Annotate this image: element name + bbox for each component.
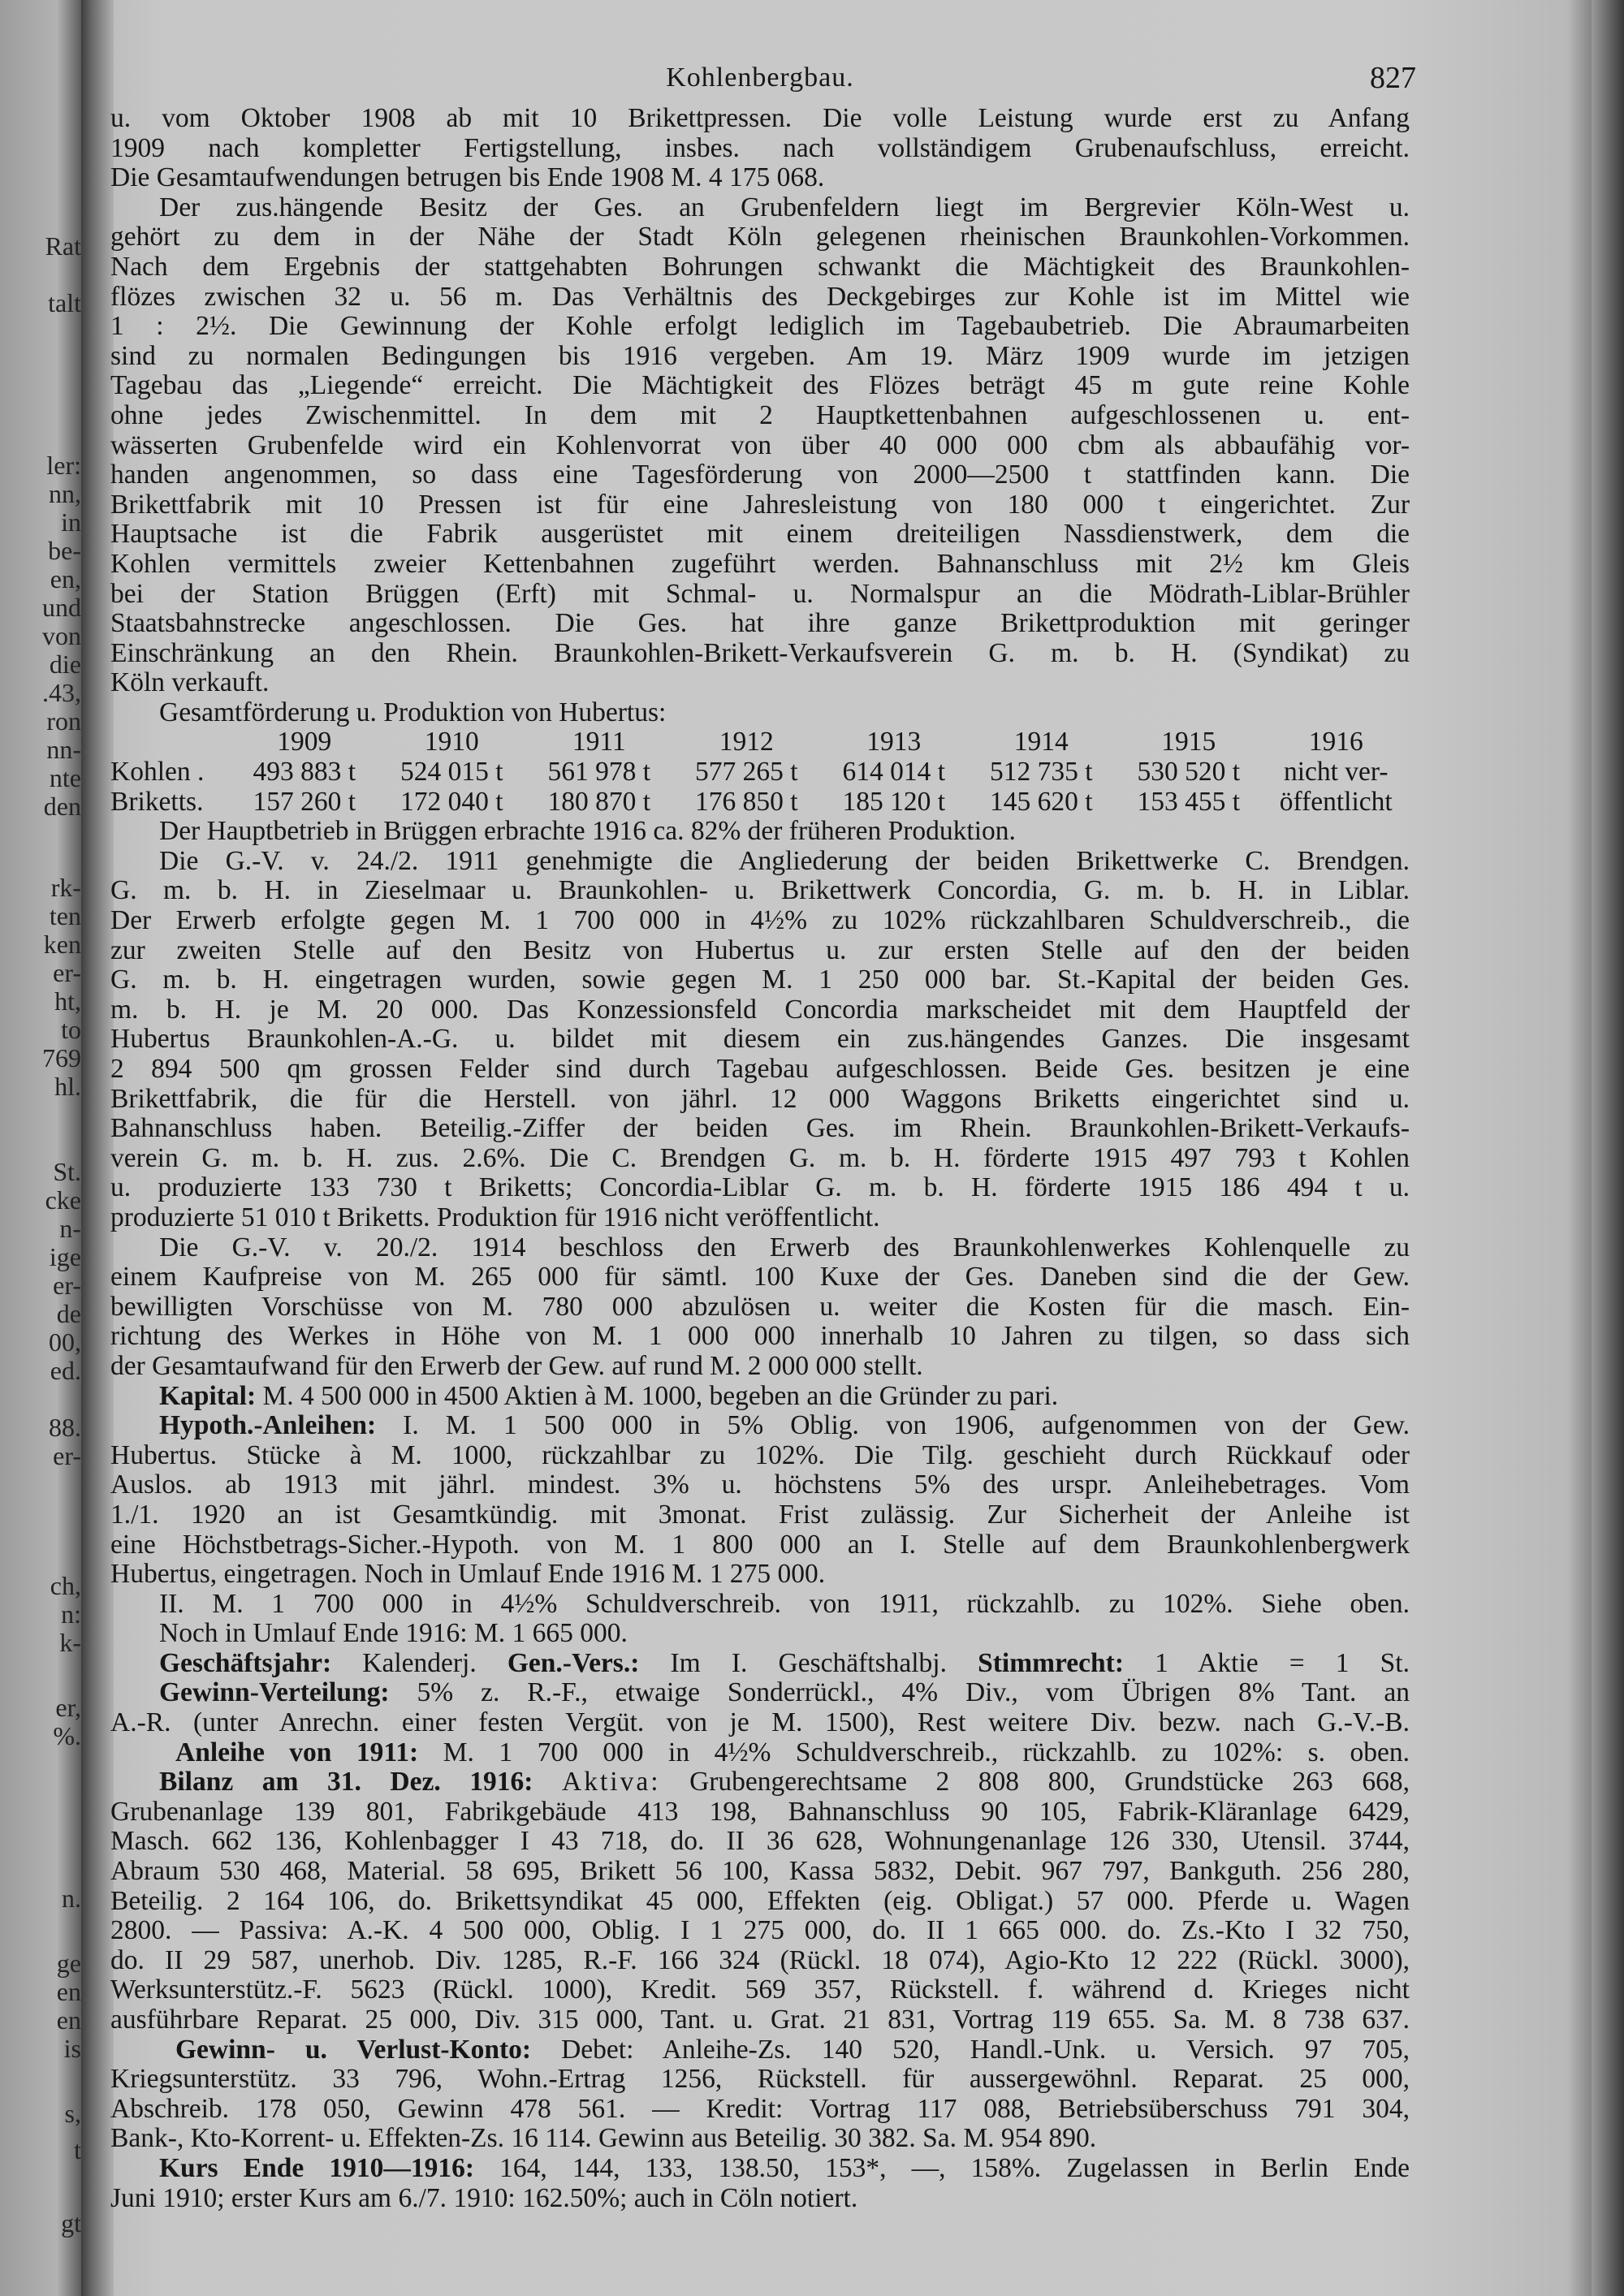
neighbour-page-fragment: er-: [53, 1271, 81, 1300]
aktiva-label: Aktiva:: [562, 1767, 661, 1798]
section-label: Geschäftsjahr:: [159, 1647, 332, 1678]
text-line: Auslos. ab 1913 mit jährl. mindest. 3% u. höchstens 5% des urspr. Anleihebetrages. Vom: [110, 1470, 1410, 1500]
text-line: G. m. b. H. eingetragen wurden, sowie gegen M. 1 250 000 bar. St.-Kapital der beiden Ges.: [110, 965, 1410, 995]
text-line: ausführbare Reparat. 25 000, Div. 315 000, Tant. u. Grat. 21 831, Vortrag 119 655. Sa. M. 8 738 637.: [110, 2005, 1410, 2035]
text-line: zur zweiten Stelle auf den Besitz von Hubertus u. zur ersten Stelle auf den der beiden: [110, 934, 1410, 965]
section-label: Gewinn-Verteilung:: [159, 1677, 390, 1708]
table-cell: 614 014 t: [842, 757, 946, 788]
neighbour-page-fragment: ge: [56, 1949, 81, 1978]
section-label: Bilanz am 31. Dez. 1916:: [159, 1767, 533, 1798]
section-text: M. 1 700 000 in 4½% Schuldverschreib., rückzahlb. zu 102%: s. oben.: [443, 1737, 1410, 1767]
neighbour-page-fragment: n-: [59, 1214, 81, 1243]
table-cell: 561 978 t: [547, 757, 651, 788]
text-line: flözes zwischen 32 u. 56 m. Das Verhältnis des Deckgebirges zur Kohle ist im Mittel wie: [110, 281, 1410, 312]
text-line: Die Gesamtaufwendungen betrugen bis Ende 1908 M. 4 175 068.: [110, 162, 825, 193]
text-line: Einschränkung an den Rhein. Braunkohlen-Brikett-Verkaufsverein G. m. b. H. (Syndikat) zu: [110, 637, 1410, 668]
text-line: [110, 1411, 1410, 1441]
year-header: 1914: [1013, 727, 1069, 757]
neighbour-page-fragment: s,: [64, 2099, 81, 2128]
production-table: [110, 727, 1410, 817]
neighbour-page-fragment: ler:: [46, 451, 81, 480]
text-line: eine Höchstbetrags-Sicher.-Hypoth. von M. 1 800 000 an I. Stelle auf dem Braunkohlenbergwerk: [110, 1529, 1410, 1560]
neighbour-page-fragment: 00,: [49, 1327, 81, 1357]
table-cell: 153 455 t: [1137, 786, 1241, 817]
year-header: 1912: [719, 727, 774, 757]
text-line: der Gesamtaufwand für den Erwerb der Gew. auf rund M. 2 000 000 stellt.: [110, 1350, 923, 1381]
neighbour-page-fragment: talt: [48, 288, 81, 317]
section-kurs: [110, 2154, 1410, 2213]
section-label: Hypoth.-Anleihen:: [159, 1410, 377, 1441]
text-line: einem Kaufpreise von M. 265 000 für sämtl. 100 Kuxe der Ges. Daneben sind die der Gew.: [110, 1262, 1410, 1293]
neighbour-page-fragment: 88.: [49, 1413, 81, 1442]
table-cell: 185 120 t: [842, 786, 946, 817]
text-line: 1./1. 1920 an ist Gesamtkündig. mit 3monat. Frist zulässig. Zur Sicherheit der Anleihe ist: [110, 1499, 1410, 1530]
text-line: bewilligten Vorschüsse von M. 780 000 abzulösen u. weiter die Kosten für die masch. Ein-: [110, 1291, 1410, 1322]
neighbour-page-fragment: nn-: [46, 735, 81, 764]
table-cell: 493 883 t: [253, 757, 356, 788]
text-line: ohne jedes Zwischenmittel. In dem mit 2 Hauptkettenbahnen aufgeschlossenen u. ent-: [110, 399, 1410, 430]
table-cell: 157 260 t: [253, 786, 356, 817]
kapital-line: [110, 1382, 1410, 1412]
neighbour-page-fragment: in: [61, 507, 81, 537]
row-label: Briketts.: [110, 786, 204, 817]
text-line: Hauptsache ist die Fabrik ausgerüstet mit einem dreiteiligen Nassdienstwerk, dem die: [110, 519, 1410, 550]
text-line: u. produzierte 133 730 t Briketts; Concordia-Liblar G. m. b. H. förderte 1915 186 494 t u.: [110, 1172, 1410, 1203]
section-label: Stimmrecht:: [978, 1647, 1124, 1678]
paragraph-hubertus-opening: [110, 104, 1410, 193]
neighbour-page-fragment: ken: [43, 930, 81, 959]
neighbour-page-fragment: cke: [45, 1185, 81, 1215]
text-line: Bank-, Kto-Korrent- u. Effekten-Zs. 16 114. Gewinn aus Beteilig. 30 382. Sa. M. 954 890.: [110, 2123, 1097, 2154]
neighbour-page-fragment: er-: [53, 958, 81, 987]
neighbour-page-fragment: to: [61, 1015, 81, 1044]
text-line: bei der Station Brüggen (Erft) mit Schmal- u. Normalspur an die Mödrath-Liblar-Brühler: [110, 578, 1410, 609]
table-cell: 512 735 t: [989, 757, 1093, 788]
text-line: Köln verkauft.: [110, 667, 270, 698]
section-bilanz: [110, 1767, 1410, 2035]
section-text: 164, 144, 133, 138.50, 153*, —, 158%. Zugelassen in Berlin Ende: [499, 2152, 1410, 2183]
section-text: Kalenderj.: [362, 1647, 477, 1678]
text-line: Kohlen vermittels zweier Kettenbahnen zugeführt werden. Bahnanschluss mit 2½ km Gleis: [110, 548, 1410, 579]
table-cell: 530 520 t: [1137, 757, 1241, 788]
table-cell: nicht ver-: [1283, 757, 1389, 788]
text-line: Hubertus. Stücke à M. 1000, rückzahlbar zu 102%. Die Tilg. geschieht durch Rückkauf oder: [110, 1439, 1410, 1470]
year-header: 1913: [866, 727, 922, 757]
neighbour-page-fragment: und: [42, 593, 81, 622]
neighbour-page-fragment: er,: [55, 1693, 81, 1722]
text-line: [110, 1767, 1410, 1798]
section-text: Grubengerechtsame 2 808 800, Grundstücke 263 668,: [689, 1767, 1410, 1798]
running-head: Kohlenbergbau.: [666, 63, 854, 93]
text-line: 1909 nach kompletter Fertigstellung, insbes. nach vollständigem Grubenaufschluss, erreicht.: [110, 132, 1410, 163]
neighbour-page-fragment: be-: [48, 536, 81, 565]
text-line: Abschreib. 178 050, Gewinn 478 561. — Kredit: Vortrag 117 088, Betriebsüberschuss 791 304,: [110, 2093, 1410, 2124]
table-cell: 172 040 t: [400, 786, 503, 817]
text-line: Masch. 662 136, Kohlenbagger I 43 718, do. II 36 628, Wohnungenanlage 126 330, Utensil. 3744,: [110, 1826, 1410, 1857]
neighbour-page-fragment: hl.: [54, 1072, 81, 1101]
year-header: 1909: [277, 727, 332, 757]
neighbour-page-fragment: nte: [49, 763, 81, 792]
section-text: Debet: Anleihe-Zs. 140 520, Handl.-Unk. u. Versich. 97 705,: [561, 2034, 1410, 2065]
neighbour-page-fragment: nn,: [49, 479, 81, 508]
paragraph-kohlenquelle: [110, 1233, 1410, 1382]
text-line: produzierte 51 010 t Briketts. Produktion für 1916 nicht veröffentlicht.: [110, 1202, 880, 1232]
neighbour-page-fragment: t: [74, 2135, 81, 2164]
text-line: m. b. H. je M. 20 000. Das Konzessionsfeld Concordia markscheidet mit dem Hauptfeld der: [110, 994, 1410, 1025]
neighbour-page-fragment: gt: [61, 2208, 81, 2238]
text-line: gehört zu dem in der Nähe der Stadt Köln gelegenen rheinischen Braunkohlen-Vorkommen.: [110, 222, 1410, 252]
text-line: Juni 1910; erster Kurs am 6./7. 1910: 162.50%; auch in Cöln notiert.: [110, 2182, 858, 2213]
section-text: M. 4 500 000 in 4500 Aktien à M. 1000, begeben an die Gründer zu pari.: [262, 1380, 1059, 1411]
section-text: 5% z. R.-F., etwaige Sonderrückl., 4% Div., vom Übrigen 8% Tant. an: [417, 1677, 1410, 1708]
neighbour-page-fragment: ht,: [54, 986, 81, 1016]
section-text: Im I. Geschäftshalbj.: [670, 1647, 947, 1678]
section-label: Kapital:: [159, 1380, 257, 1411]
anleihe-1911-line: [110, 1738, 1410, 1768]
neighbour-page-fragment: %.: [53, 1721, 81, 1750]
text-line: [110, 2035, 1410, 2065]
neighbour-page-fragment: en,: [50, 564, 81, 593]
table-cell: 524 015 t: [400, 757, 503, 788]
text-line: Beteilig. 2 164 106, do. Brikettsyndikat 45 000, Effekten (eig. Obligat.) 57 000. Pferde u. Wagen: [110, 1885, 1410, 1916]
text-line: G. m. b. H. in Zieselmaar u. Braunkohlen- u. Brikettwerk Concordia, G. m. b. H. in Liblar.: [110, 875, 1410, 906]
text-line: [110, 1678, 1410, 1708]
text-line: Hubertus, eingetragen. Noch in Umlauf Ende 1916 M. 1 275 000.: [110, 1559, 826, 1590]
text-line: A.-R. (unter Anrechn. einer festen Vergüt. von je M. 1500), Rest weitere Div. bezw. nach G.-V.-B.: [110, 1707, 1410, 1738]
neighbour-page-fragment: is: [63, 2034, 81, 2063]
table-header-row: [110, 727, 1410, 757]
text-line: II. M. 1 700 000 in 4½% Schuldverschreib. von 1911, rückzahlb. zu 102%. Siehe oben.: [159, 1588, 1410, 1619]
year-header: 1910: [424, 727, 479, 757]
table-corner-cell: [110, 727, 231, 757]
text-line: u. vom Oktober 1908 ab mit 10 Brikettpressen. Die volle Leistung wurde erst zu Anfang: [110, 103, 1410, 133]
section-gewinn-verlust-konto: [110, 2035, 1410, 2154]
text-line: handen angenommen, so dass eine Tagesförderung von 2000—2500 t stattfinden kann. Die: [110, 460, 1410, 490]
right-page-edge: [1592, 0, 1624, 2296]
table-row-kohlen: [110, 757, 1410, 788]
row-label: Kohlen .: [110, 757, 205, 788]
text-line: Der zus.hängende Besitz der Ges. an Grubenfeldern liegt im Bergrevier Köln-West u.: [159, 192, 1410, 222]
section-label: Gewinn- u. Verlust-Konto:: [175, 2034, 532, 2065]
page-number: 827: [1370, 61, 1416, 95]
section-gewinn-verteilung: [110, 1678, 1410, 1737]
table-cell: 176 850 t: [694, 786, 798, 817]
table-cell: 577 265 t: [694, 757, 798, 788]
neighbour-page-fragment: Rat: [45, 231, 81, 261]
neighbour-page-fragment: ch,: [50, 1571, 81, 1600]
table-cell: öffentlicht: [1279, 786, 1393, 817]
text-line: Kriegsunterstütz. 33 796, Wohn.-Ertrag 1256, Rückstell. für aussergewöhnl. Reparat. 25 000,: [110, 2064, 1410, 2095]
text-line: Werksunterstütz.-F. 5623 (Rückl. 1000), Kredit. 569 357, Rückstell. f. während d. Krieges nicht: [110, 1974, 1410, 2005]
neighbour-page-fragment: .43,: [42, 678, 81, 707]
text-line: do. II 29 587, unerhob. Div. 1285, R.-F. 166 324 (Rückl. 18 074), Agio-Kto 12 222 (Rückl. 3000),: [110, 1944, 1410, 1975]
text-line: Nach dem Ergebnis der stattgehabten Bohrungen schwankt die Mächtigkeit des Braunkohlen-: [110, 251, 1410, 282]
neighbour-page-fragment: ige: [49, 1242, 81, 1271]
neighbour-page-fragment: er-: [53, 1441, 81, 1470]
text-line: Der Erwerb erfolgte gegen M. 1 700 000 in 4½% zu 102% rückzahlbaren Schuldverschreib., die: [110, 905, 1410, 936]
neighbour-page-fragment: ten: [49, 901, 81, 930]
text-line: 2 894 500 qm grossen Felder sind durch Tagebau aufgeschlossen. Beide Ges. besitzen je eine: [110, 1054, 1410, 1084]
year-header: 1915: [1161, 727, 1216, 757]
section-text: I. M. 1 500 000 in 5% Oblig. von 1906, aufgenommen von der Gew.: [403, 1410, 1410, 1441]
text-line: 1 : 2½. Die Gewinnung der Kohle erfolgt lediglich im Tagebaubetrieb. Die Abraumarbeiten: [110, 311, 1410, 342]
text-line: Staatsbahnstrecke angeschlossen. Die Ges. hat ihre ganze Brikettproduktion mit geringer: [110, 608, 1410, 639]
book-gutter-shadow: [81, 0, 114, 2296]
neighbour-page-fragment: ed.: [50, 1356, 81, 1385]
text-line: Hubertus Braunkohlen-A.-G. u. bildet mit diesem ein zus.hängendes Ganzes. Die insgesamt: [110, 1024, 1410, 1055]
neighbour-page-fragment: von: [42, 621, 81, 650]
text-line: Noch in Umlauf Ende 1916: M. 1 665 000.: [159, 1618, 628, 1649]
geschaeftsjahr-line: [110, 1649, 1410, 1679]
table-cell: 145 620 t: [989, 786, 1093, 817]
page-header: [110, 61, 1416, 102]
text-line: Brikettfabrik, die für die Herstell. von jährl. 12 000 Waggons Briketts eingerichtet sind u.: [110, 1083, 1410, 1114]
year-header: 1911: [572, 727, 626, 757]
text-line: 2800. — Passiva: A.-K. 4 500 000, Oblig. I 1 275 000, do. II 1 665 000. do. Zs.-Kto I 32 750,: [110, 1915, 1410, 1946]
neighbour-page-fragment: en: [56, 2005, 81, 2035]
paragraph-grubenfelder: [110, 193, 1410, 698]
text-line: verein G. m. b. H. zus. 2.6%. Die C. Brendgen G. m. b. H. förderte 1915 497 793 t Kohlen: [110, 1142, 1410, 1173]
text-line: Brikettfabrik mit 10 Pressen ist für eine Jahresleistung von 180 000 t eingerichtet. Zur: [110, 489, 1410, 520]
text-line: Tagebau das „Liegende“ erreicht. Die Mächtigkeit des Flözes beträgt 45 m gute reine Kohle: [110, 370, 1410, 401]
neighbour-page-fragment: de: [56, 1299, 81, 1328]
section-hypoth-anleihen: [110, 1411, 1410, 1649]
section-label: Kurs Ende 1910—1916:: [159, 2152, 474, 2183]
neighbour-page-fragment: k-: [59, 1628, 81, 1657]
neighbour-page-fragment: n:: [61, 1599, 81, 1629]
neighbour-page-fragment: en: [56, 1977, 81, 2006]
text-line: Der Hauptbetrieb in Brüggen erbrachte 1916 ca. 82% der früheren Produktion.: [159, 816, 1016, 847]
year-header: 1916: [1308, 727, 1363, 757]
text-line: [110, 2154, 1410, 2184]
section-label: Anleihe von 1911:: [175, 1737, 419, 1767]
neighbour-page-fragment: ron: [46, 706, 81, 736]
neighbour-page-fragment: n.: [62, 1884, 81, 1913]
page-body: [110, 61, 1416, 2213]
neighbour-page-fragment: den: [43, 792, 81, 821]
paragraph-angliederung: [110, 847, 1410, 1233]
text-line: sind zu normalen Bedingungen bis 1916 vergeben. Am 19. März 1909 wurde im jetzigen: [110, 340, 1410, 371]
production-table-intro: Gesamtförderung u. Produktion von Hubertus:: [159, 697, 667, 727]
neighbour-page-fragment: die: [49, 650, 81, 679]
neighbour-page-fragment: 769: [42, 1043, 81, 1072]
text-line: Die G.-V. v. 24./2. 1911 genehmigte die Angliederung der beiden Brikettwerke C. Brendgen.: [159, 845, 1410, 876]
text-line: Abraum 530 468, Material. 58 695, Brikett 56 100, Kassa 5832, Debit. 967 797, Bankguth. 256 280,: [110, 1856, 1410, 1887]
section-label: Gen.-Vers.:: [507, 1647, 640, 1678]
section-text: 1 Aktie = 1 St.: [1155, 1647, 1410, 1678]
text-line: wässerten Grubenfelde wird ein Kohlenvorrat von über 40 000 000 cbm als abbaufähig vor-: [110, 429, 1410, 460]
text-line: Grubenanlage 139 801, Fabrikgebäude 413 198, Bahnanschluss 90 105, Fabrik-Kläranlage 6429,: [110, 1796, 1410, 1827]
text-line: Bahnanschluss haben. Beteilig.-Ziffer der beiden Ges. im Rhein. Braunkohlen-Brikett-Verkaufs-: [110, 1113, 1410, 1144]
neighbour-page-fragment: St.: [53, 1157, 81, 1186]
table-row-briketts: [110, 788, 1410, 818]
table-cell: 180 870 t: [547, 786, 651, 817]
left-neighbour-page-strip: [0, 0, 89, 2296]
neighbour-page-fragment: rk-: [50, 873, 81, 902]
text-line: Die G.-V. v. 20./2. 1914 beschloss den Erwerb des Braunkohlenwerkes Kohlenquelle zu: [159, 1232, 1410, 1262]
text-line: richtung des Werkes in Höhe von M. 1 000 000 innerhalb 10 Jahren zu tilgen, so dass sich: [110, 1321, 1410, 1352]
